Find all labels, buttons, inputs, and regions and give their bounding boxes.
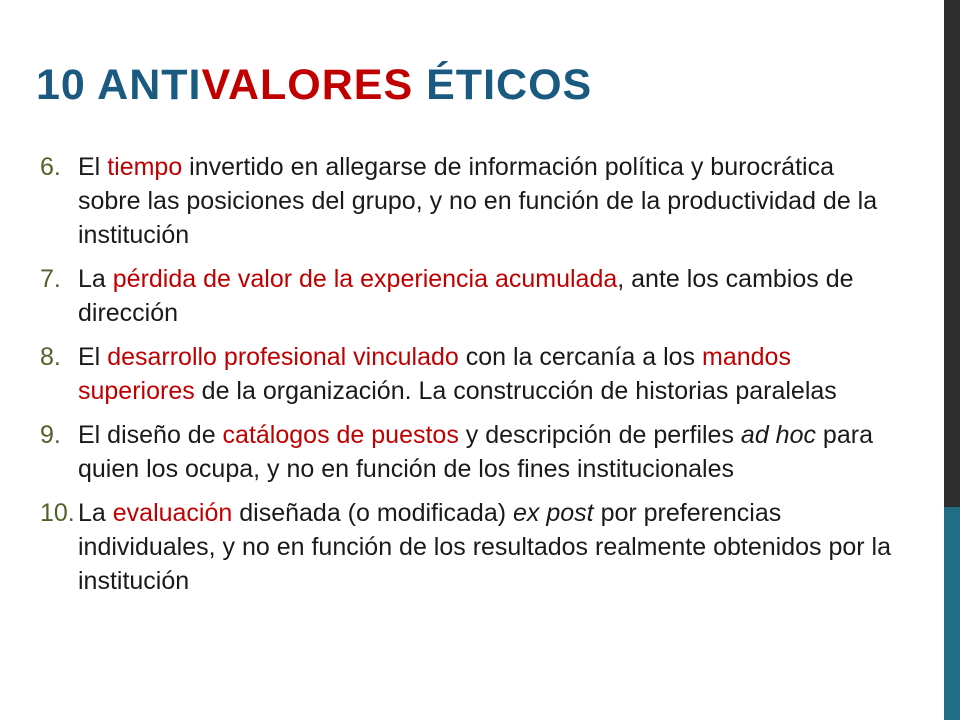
list-item-text bbox=[78, 265, 854, 327]
text-segment: para quien los ocupa, y no en función de los fines institucionales bbox=[78, 421, 873, 483]
text-segment: La bbox=[78, 265, 113, 293]
list-item-text bbox=[78, 421, 873, 483]
side-bar-accent bbox=[944, 507, 960, 720]
list-item bbox=[40, 496, 900, 598]
title-part-2: VALORES bbox=[201, 61, 414, 109]
italic-phrase: ex post bbox=[513, 499, 594, 527]
text-segment: diseñada (o modificada) bbox=[232, 499, 514, 527]
list-item-text bbox=[78, 343, 837, 405]
slide-title bbox=[36, 58, 592, 112]
list-item bbox=[40, 262, 900, 330]
text-segment: con la cercanía a los bbox=[458, 343, 702, 371]
title-part-1: 10 ANTI bbox=[36, 61, 202, 109]
list-item bbox=[40, 150, 900, 252]
list-item-number: 9. bbox=[40, 421, 61, 449]
highlighted-phrase: catálogos de puestos bbox=[222, 421, 459, 449]
highlighted-phrase: mandos superiores bbox=[78, 343, 791, 405]
list-item-number: 10. bbox=[40, 499, 75, 527]
text-segment: por preferencias individuales, y no en función de los resultados realmente obtenidos por la institución bbox=[78, 499, 892, 595]
list-item bbox=[40, 418, 900, 486]
text-segment: y descripción de perfiles bbox=[458, 421, 741, 449]
text-segment: El diseño de bbox=[78, 421, 223, 449]
text-segment: El bbox=[78, 343, 108, 371]
list-item-text bbox=[78, 499, 891, 595]
text-segment: , ante los cambios de dirección bbox=[78, 265, 854, 327]
highlighted-phrase: desarrollo profesional vinculado bbox=[107, 343, 459, 371]
text-segment: La bbox=[78, 499, 113, 527]
title-part-3: ÉTICOS bbox=[413, 61, 593, 109]
list-item bbox=[40, 340, 900, 408]
list-item-text bbox=[78, 153, 877, 249]
text-segment: invertido en allegarse de información política y burocrática sobre las posiciones del grupo, y no en función de la productividad de la institución bbox=[78, 153, 878, 249]
list-item-number: 8. bbox=[40, 343, 61, 371]
antivalues-list bbox=[40, 150, 900, 608]
text-segment: El bbox=[78, 153, 108, 181]
list-item-number: 6. bbox=[40, 153, 61, 181]
highlighted-phrase: pérdida de valor de la experiencia acumulada bbox=[112, 265, 618, 293]
text-segment: de la organización. La construcción de historias paralelas bbox=[194, 377, 837, 405]
italic-phrase: ad hoc bbox=[740, 421, 816, 449]
highlighted-phrase: evaluación bbox=[112, 499, 233, 527]
list-item-number: 7. bbox=[40, 265, 61, 293]
highlighted-phrase: tiempo bbox=[107, 153, 183, 181]
